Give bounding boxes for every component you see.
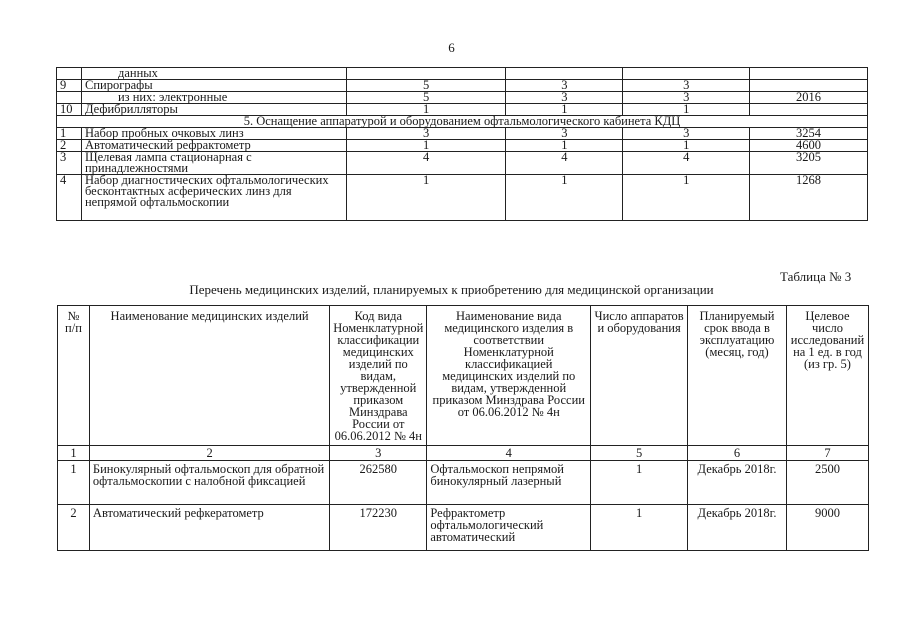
table-caption: Перечень медицинских изделий, планируемых к приобретению для медицинской организации — [189, 282, 714, 297]
previous-equipment-table — [56, 67, 868, 221]
table-row: 9 Спирографы 5 3 3 — [57, 80, 868, 92]
table-row: 1 Набор пробных очковых линз 3 3 3 3254 — [57, 128, 868, 140]
column-header: Наименование медицинских изделий — [89, 306, 329, 446]
section-title: 5. Оснащение аппаратурой и оборудованием офтальмологического кабинета КДЦ — [57, 116, 868, 128]
table-row: 3 Щелевая лампа стационарная с принадлежностями 4 4 4 3205 — [57, 152, 868, 175]
table-number-label: Таблица № 3 — [780, 269, 852, 284]
column-header: № п/п — [58, 306, 90, 446]
table-row: из них: электронные 5 3 3 2016 — [57, 92, 868, 104]
page-number: 6 — [448, 40, 455, 55]
column-header: Наименование вида медицинского изделия в соответствии Номенклатурной классификацией медицинских изделий по видам, утвержденной приказом Минздрава России от 06.06.2012 № 4н — [427, 306, 591, 446]
table-row: 2 Автоматический рефкератометр 172230 Рефрактометр офтальмологический автоматический 1 Декабрь 2018г. 9000 — [58, 505, 869, 551]
planned-devices-table — [57, 305, 869, 551]
table-row: данных — [57, 68, 868, 80]
table-row: 2 Автоматический рефрактометр 1 1 1 4600 — [57, 140, 868, 152]
table-row: 10 Дефибрилляторы 1 1 1 — [57, 104, 868, 116]
column-number-row: 1 2 3 4 5 6 7 — [58, 446, 869, 461]
column-header: Код вида Номенклатурной классификации медицинских изделий по видам, утвержденной приказом Минздрава России от 06.06.2012 № 4н — [330, 306, 427, 446]
column-header: Число аппаратов и оборудования — [591, 306, 688, 446]
column-header: Планируемый срок ввода в эксплуатацию (месяц, год) — [688, 306, 787, 446]
table-row: 4 Набор диагностических офтальмологических бесконтактных асферических линз для непрямой офтальмоскопии 1 1 1 1268 — [57, 175, 868, 221]
header-row — [58, 306, 869, 446]
column-header: Целевое число исследований на 1 ед. в год (из гр. 5) — [786, 306, 868, 446]
table-row: 1 Бинокулярный офтальмоскоп для обратной офтальмоскопии с налобной фиксацией 262580 Офтальмоскоп непрямой бинокулярный лазерный 1 Декабрь 2018г. 2500 — [58, 461, 869, 505]
